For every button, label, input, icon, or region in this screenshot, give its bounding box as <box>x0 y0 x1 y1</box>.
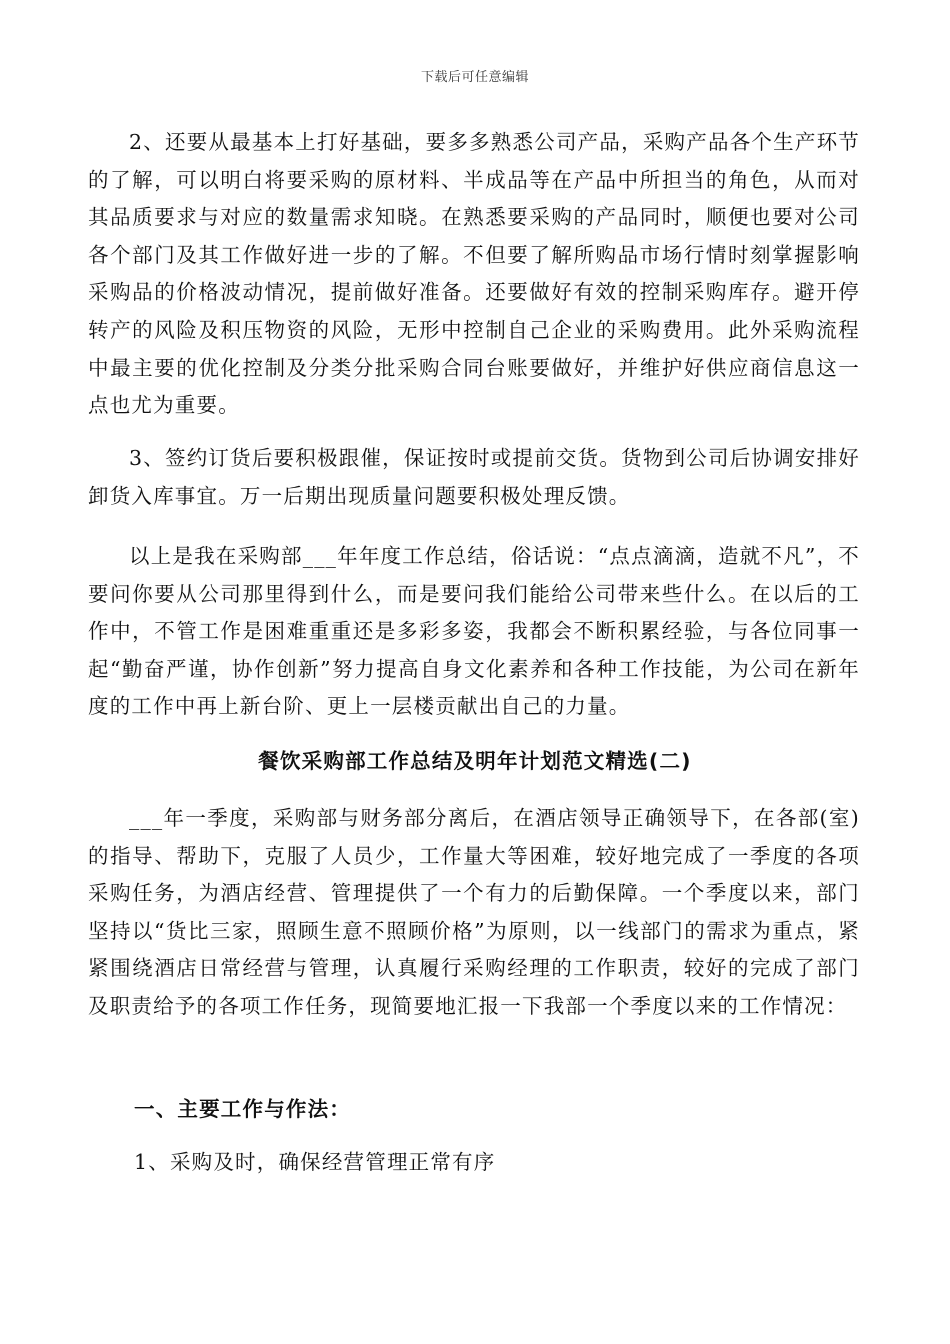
header-note: 下载后可任意编辑 <box>420 70 529 85</box>
list-item-1: 1、采购及时，确保经营管理正常有序 <box>134 1150 496 1174</box>
paragraph-2: 2、还要从最基本上打好基础，要多多熟悉公司产品，采购产品各个生产环节的了解，可以明白将要采购的原材料、半成品等在产品中所担当的角色，从而对其品质要求与对应的数量需求知晓。在熟悉要采购的产品同时，顺便也要对公司各个部门及其工作做好进一步的了解。不但要了解所购品市场行情时刻掌握影响采购品的价格波动情况，提前做好准备。还要做好有效的控制采购库存。避开停转产的风险及积压物资的风险，无形中控制自己企业的采购费用。此外采购流程中最主要的优化控制及分类分批采购合同台账要做好，并维护好供应商信息这一点也尤为重要。 <box>88 130 860 418</box>
section-title: 餐饮采购部工作总结及明年计划范文精选(二) <box>258 749 692 773</box>
sub-heading: 一、主要工作与作法： <box>134 1097 351 1121</box>
paragraph-intro: ___年一季度，采购部与财务部分离后，在酒店领导正确领导下，在各部(室)的指导、帮助下，克服了人员少，工作量大等困难，较好地完成了一季度的各项采购任务，为酒店经营、管理提供了一个有力的后勤保障。一个季度以来，部门坚持以“货比三家，照顾生意不照顾价格”为原则，以一线部门的需求为重点，紧紧围绕酒店日常经营与管理，认真履行采购经理的工作职责，较好的完成了部门及职责给予的各项工作任务，现简要地汇报一下我部一个季度以来的工作情况： <box>88 806 860 1018</box>
paragraph-summary: 以上是我在采购部___年年度工作总结，俗话说：“点点滴滴，造就不凡”，不要问你要从公司那里得到什么，而是要问我们能给公司带来些什么。在以后的工作中，不管工作是困难重重还是多彩多姿，我都会不断积累经验，与各位同事一起“勤奋严谨，协作创新”努力提高自身文化素养和各种工作技能，为公司在新年度的工作中再上新台阶、更上一层楼贡献出自己的力量。 <box>88 544 860 719</box>
paragraph-3: 3、签约订货后要积极跟催，保证按时或提前交货。货物到公司后协调安排好卸货入库事宜。万一后期出现质量问题要积极处理反馈。 <box>88 446 860 508</box>
